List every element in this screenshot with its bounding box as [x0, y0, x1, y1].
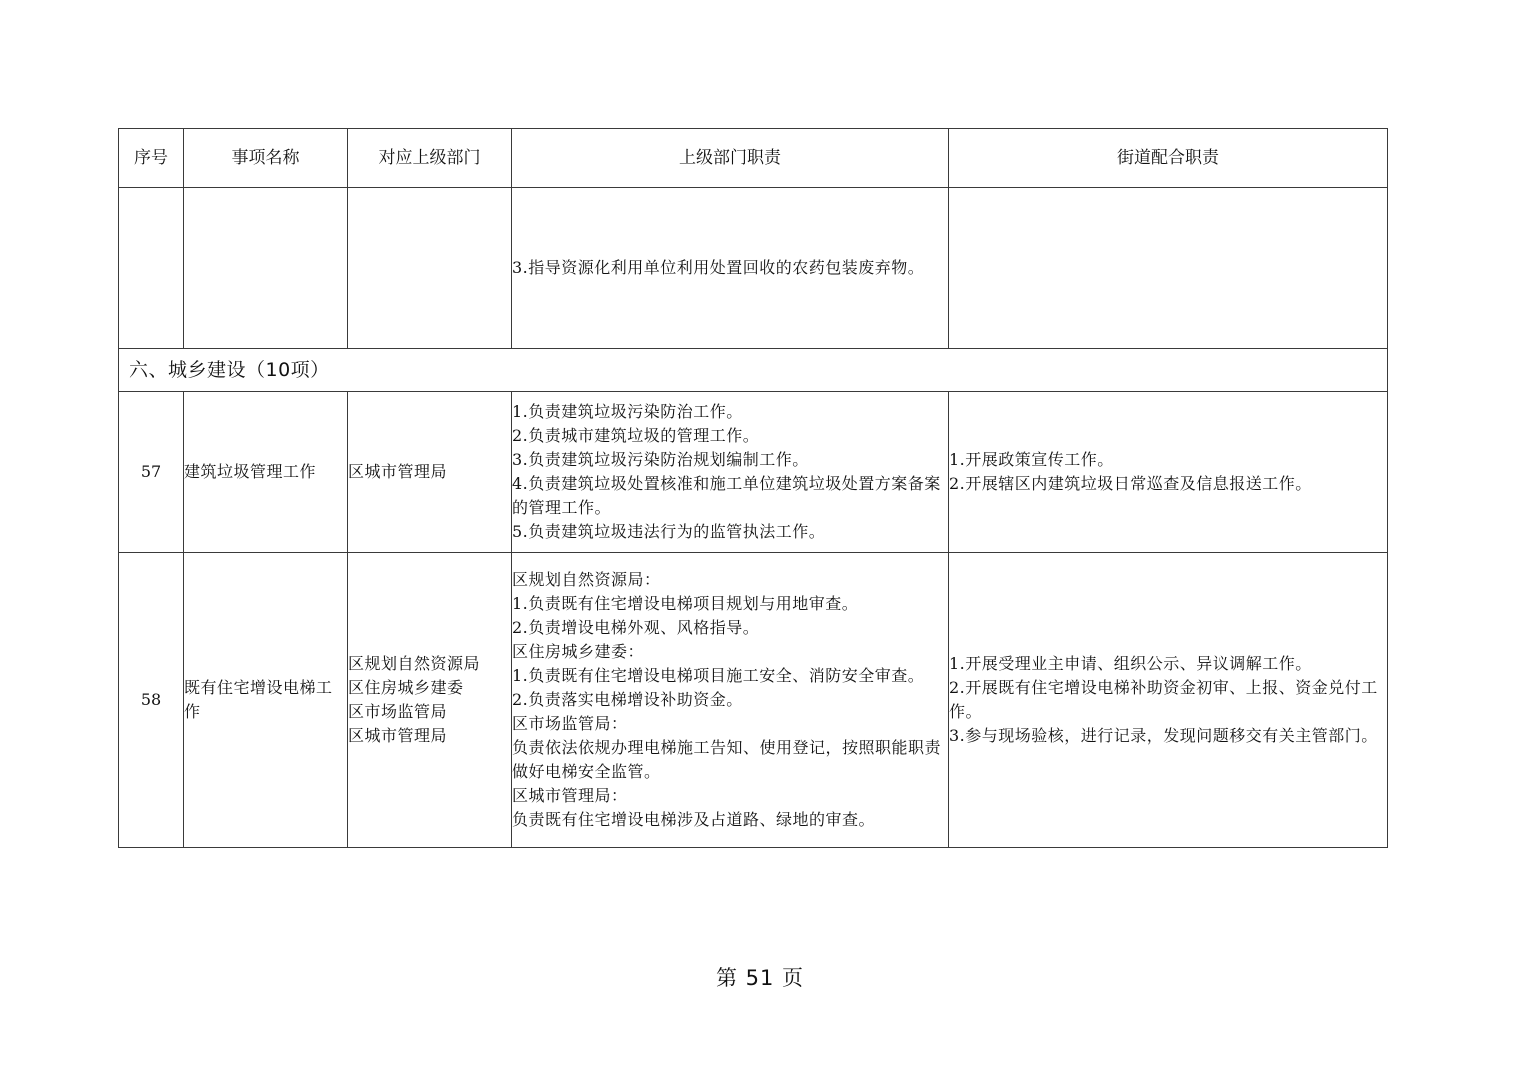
header-dept: 对应上级部门	[348, 129, 512, 188]
row-dept: 区城市管理局	[348, 392, 512, 553]
continued-dept-cell	[348, 188, 512, 349]
continued-row	[119, 188, 1388, 349]
table-row	[119, 553, 1388, 848]
row-seq: 58	[119, 553, 184, 848]
row-upper-duty: 1.负责建筑垃圾污染防治工作。 2.负责城市建筑垃圾的管理工作。 3.负责建筑垃圾污染防治规划编制工作。 4.负责建筑垃圾处置核准和施工单位建筑垃圾处置方案备案的管理工作。 5.负责建筑垃圾违法行为的监管执法工作。	[512, 392, 949, 553]
duty-table	[118, 128, 1388, 848]
section-row	[119, 349, 1388, 392]
continued-street-duty-cell	[949, 188, 1388, 349]
row-dept: 区规划自然资源局 区住房城乡建委 区市场监管局 区城市管理局	[348, 553, 512, 848]
row-upper-duty: 区规划自然资源局： 1.负责既有住宅增设电梯项目规划与用地审查。 2.负责增设电梯外观、风格指导。 区住房城乡建委： 1.负责既有住宅增设电梯项目施工安全、消防安全审查。 2.负责落实电梯增设补助资金。 区市场监管局： 负责依法依规办理电梯施工告知、使用登记，按照职能职责做好电梯安全监管。 区城市管理局： 负责既有住宅增设电梯涉及占道路、绿地的审查。	[512, 553, 949, 848]
header-street-duty: 街道配合职责	[949, 129, 1388, 188]
row-street-duty: 1.开展受理业主申请、组织公示、异议调解工作。 2.开展既有住宅增设电梯补助资金初审、上报、资金兑付工作。 3.参与现场验核，进行记录，发现问题移交有关主管部门。	[949, 553, 1388, 848]
header-seq: 序号	[119, 129, 184, 188]
header-item: 事项名称	[184, 129, 348, 188]
table-row	[119, 392, 1388, 553]
row-seq: 57	[119, 392, 184, 553]
header-row	[119, 129, 1388, 188]
section-title: 六、城乡建设（10项）	[119, 349, 1388, 392]
row-street-duty: 1.开展政策宣传工作。 2.开展辖区内建筑垃圾日常巡查及信息报送工作。	[949, 392, 1388, 553]
continued-upper-duty-cell: 3.指导资源化利用单位利用处置回收的农药包装废弃物。	[512, 188, 949, 349]
header-upper-duty: 上级部门职责	[512, 129, 949, 188]
continued-item-cell	[184, 188, 348, 349]
row-item-name: 既有住宅增设电梯工作	[184, 553, 348, 848]
page-number: 第 51 页	[715, 966, 805, 990]
continued-seq-cell	[119, 188, 184, 349]
row-item-name: 建筑垃圾管理工作	[184, 392, 348, 553]
